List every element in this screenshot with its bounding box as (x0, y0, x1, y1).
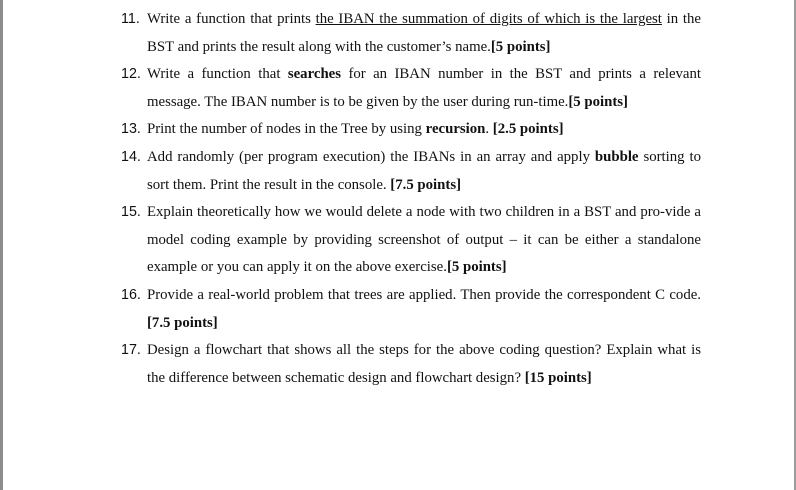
question-item (121, 144, 701, 199)
question-item (121, 116, 701, 144)
question-number: 16. (121, 286, 141, 303)
question-item (121, 282, 701, 337)
question-text-run: Write a function that (147, 66, 288, 83)
question-text (147, 337, 701, 392)
question-text-run: sorting to sort them. Print the result in the console. (147, 148, 701, 193)
underlined-text: the IBAN the summation of digits of which is the largest (315, 11, 662, 27)
question-text-run: . (485, 121, 493, 138)
question-text-run: Print the number of nodes in the Tree by using (147, 121, 426, 138)
emphasis-text: searches (287, 66, 342, 83)
emphasis-text: bubble (594, 148, 639, 165)
emphasis-text: [5 points] (490, 38, 551, 55)
emphasis-text: [5 points] (446, 259, 507, 276)
question-text (147, 199, 701, 282)
question-text-run: Explain theoretically how we would delete a node with two children in a BST and pro-vide a model coding example by providing screenshot of output – it can be either a standalone example or you can apply it on the above exercise. (147, 204, 701, 276)
question-text (147, 61, 701, 116)
question-number: 17. (121, 342, 141, 359)
question-text-run: Add randomly (per program execution) the IBANs in an array and apply (147, 148, 595, 165)
question-text-run: Design a flowchart that shows all the steps for the above coding question? Explain what is the difference between schematic design and flowchart design? (147, 342, 701, 386)
question-number: 12. (121, 66, 141, 83)
left-page-border (0, 0, 3, 490)
emphasis-text: [2.5 points] (492, 121, 564, 138)
emphasis-text: recursion (425, 121, 486, 138)
emphasis-text: [5 points] (568, 93, 628, 110)
emphasis-text: [15 points] (524, 369, 592, 386)
question-item (121, 199, 701, 282)
question-text (147, 144, 701, 199)
question-list (121, 6, 701, 392)
emphasis-text: [7.5 points] (147, 314, 218, 331)
question-item (121, 61, 701, 116)
question-text (147, 282, 701, 337)
question-item (121, 6, 701, 61)
question-text-run: Write a function that prints (147, 11, 316, 27)
question-item (121, 337, 701, 392)
question-number: 13. (121, 121, 141, 138)
question-text (147, 116, 701, 144)
question-text-run: in the BST and prints the result along with the customer’s name. (147, 11, 701, 55)
emphasis-text: [7.5 points] (390, 176, 462, 193)
question-number: 11. (121, 11, 140, 27)
question-number: 15. (121, 204, 141, 221)
question-text (147, 6, 701, 61)
question-text-run: for an IBAN number in the BST and prints a relevant message. The IBAN number is to be given by the user during run-time. (147, 66, 701, 110)
question-number: 14. (121, 148, 141, 165)
question-text-run: Provide a real-world problem that trees are applied. Then provide the correspondent C code. (147, 286, 701, 303)
